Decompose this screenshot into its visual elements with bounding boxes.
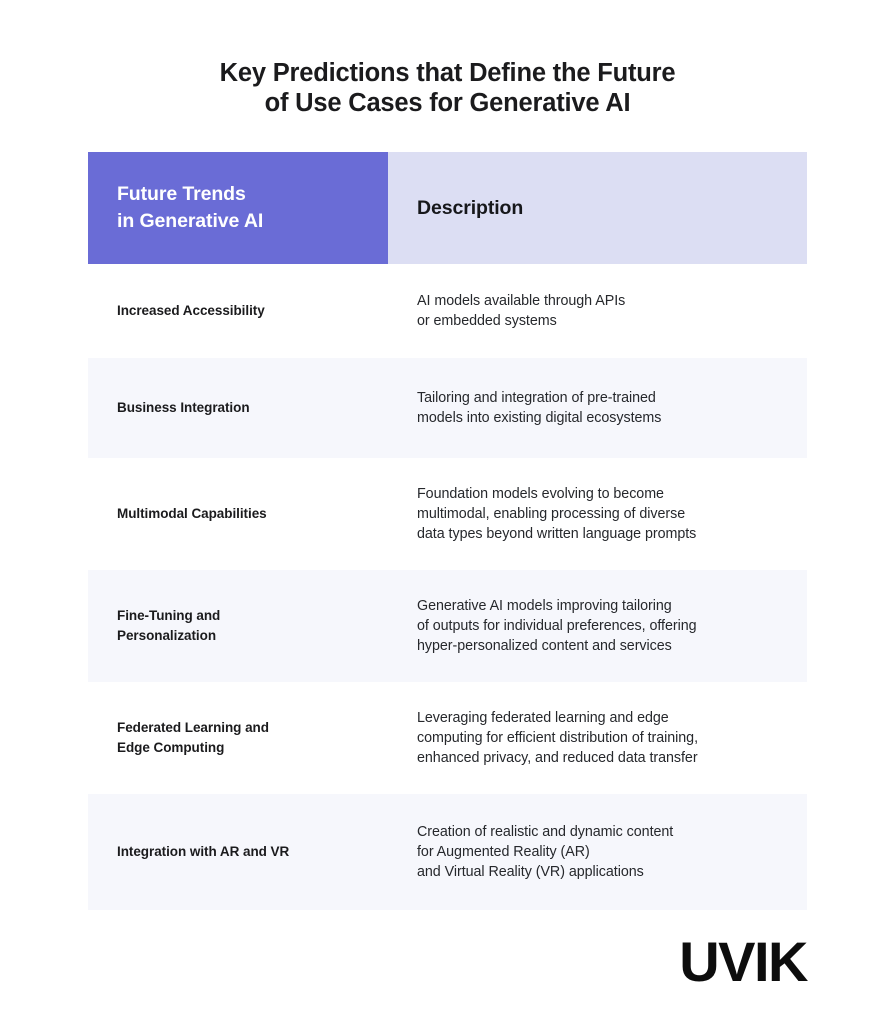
description-text-line: for Augmented Reality (AR) <box>417 843 590 860</box>
description-text-line: or embedded systems <box>417 313 557 329</box>
table-header-trends-line-1: Future Trends <box>117 183 246 205</box>
future-trends-table <box>88 152 807 910</box>
table-row <box>88 458 807 570</box>
table-row <box>88 570 807 682</box>
table-cell-description <box>388 388 807 428</box>
page-title-line-1: Key Predictions that Define the Future <box>219 59 676 87</box>
description-text-line: AI models available through APIs <box>417 292 626 309</box>
trend-label-line: Increased Accessibility <box>117 303 265 318</box>
table-cell-description <box>388 708 807 769</box>
description-text-line: of outputs for individual preferences, offering <box>417 617 697 634</box>
description-text-line: hyper-personalized content and services <box>417 638 672 655</box>
description-text-line: Foundation models evolving to become <box>417 485 664 502</box>
table-row <box>88 264 807 358</box>
trend-label-line: Edge Computing <box>117 740 225 755</box>
table-cell-trend <box>88 606 388 646</box>
table-header-description-label: Description <box>417 196 524 219</box>
trend-label-line: Fine-Tuning and <box>117 608 221 623</box>
description-text-line: computing for efficient distribution of training, <box>417 729 698 746</box>
trend-label-line: Personalization <box>117 628 217 643</box>
table-cell-description <box>388 596 807 657</box>
description-text-line: and Virtual Reality (VR) applications <box>417 864 644 881</box>
table-cell-trend <box>88 398 388 418</box>
table-row <box>88 358 807 458</box>
description-text-line: multimodal, enabling processing of diverse <box>417 505 686 522</box>
table-cell-trend <box>88 301 388 321</box>
trend-label-line: Business Integration <box>117 400 250 415</box>
table-cell-description <box>388 822 807 883</box>
description-text-line: enhanced privacy, and reduced data transfer <box>417 750 698 767</box>
table-row <box>88 794 807 910</box>
table-cell-trend <box>88 842 388 862</box>
description-text-line: Tailoring and integration of pre-trained <box>417 389 656 406</box>
table-cell-trend <box>88 718 388 758</box>
table-cell-description <box>388 484 807 545</box>
page-title-line-2: of Use Cases for Generative AI <box>264 89 631 117</box>
trend-label-line: Integration with AR and VR <box>117 844 290 859</box>
table-header-cell-trends <box>88 152 388 264</box>
table-cell-description <box>388 291 807 331</box>
description-text-line: Creation of realistic and dynamic content <box>417 823 674 840</box>
trend-label-line: Federated Learning and <box>117 720 269 735</box>
table-body <box>88 264 807 910</box>
trend-label-line: Multimodal Capabilities <box>117 506 267 521</box>
description-text-line: Leveraging federated learning and edge <box>417 709 669 726</box>
table-header-row <box>88 152 807 264</box>
description-text-line: models into existing digital ecosystems <box>417 410 662 426</box>
table-cell-trend <box>88 504 388 524</box>
description-text-line: data types beyond written language prompts <box>417 526 697 543</box>
uvik-logo: UVIK <box>679 930 807 993</box>
table-header-cell-description <box>388 152 807 264</box>
table-row <box>88 682 807 794</box>
description-text-line: Generative AI models improving tailoring <box>417 597 672 614</box>
table-header-trends-line-2: in Generative AI <box>117 210 264 232</box>
page-title <box>0 58 895 118</box>
